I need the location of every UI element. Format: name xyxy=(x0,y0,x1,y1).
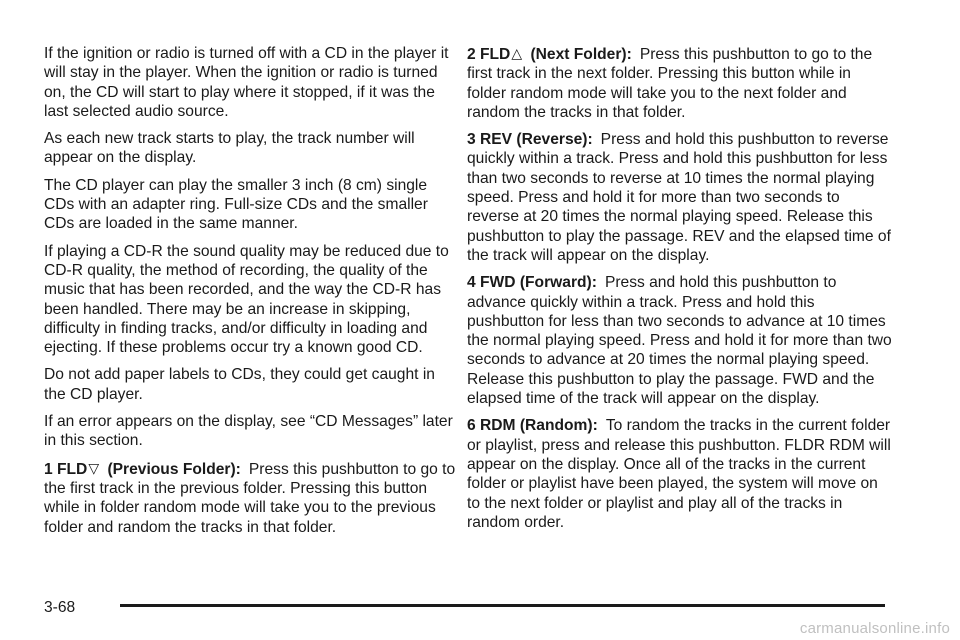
triangle-up-icon: △ xyxy=(511,45,523,61)
entry-reverse xyxy=(467,130,892,265)
term-next-folder xyxy=(467,46,632,63)
term-reverse: 3 REV (Reverse): xyxy=(467,131,593,149)
entry-text: To random the tracks in the current folder or playlist, press and release this pushbutton. FLDR RDM will appear on the display. Once all of the tracks in the current folder or playlist have been played, the system will move on to the next folder or playlist and play all of the tracks in random order. xyxy=(467,417,891,531)
term-prefix: 1 FLD xyxy=(44,460,88,478)
entry-random xyxy=(467,416,892,532)
term-suffix: (Previous Folder): xyxy=(103,460,241,478)
paragraph-ignition: If the ignition or radio is turned off with a CD in the player it will stay in the player. When the ignition or radio is turned on, the CD will start to play where it stopped, if it was the last selected audio source. xyxy=(44,45,449,120)
entry-text: Press this pushbutton to go to the first track in the next folder. Pressing this button while in folder random mode will take you to the next folder and random the tracks in that folder. xyxy=(467,46,873,121)
term-previous-folder xyxy=(44,461,241,478)
left-column xyxy=(44,44,458,545)
term-forward: 4 FWD (Forward): xyxy=(467,274,597,292)
paragraph-small-cds: The CD player can play the smaller 3 inch (8 cm) single CDs with an adapter ring. Full-size CDs and the smaller CDs are loaded in the same manner. xyxy=(44,176,428,233)
watermark: carmanualsonline.info xyxy=(799,620,950,637)
paragraph-error: If an error appears on the display, see “CD Messages” later in this section. xyxy=(44,413,453,450)
paragraph-paper-labels: Do not add paper labels to CDs, they could get caught in the CD player. xyxy=(44,366,435,403)
term-suffix: (Next Folder): xyxy=(526,46,632,63)
right-column xyxy=(467,44,892,540)
page-number: 3-68 xyxy=(44,599,76,616)
triangle-down-icon: ▽ xyxy=(88,459,100,476)
entry-forward xyxy=(467,273,892,408)
footer-rule xyxy=(120,604,885,607)
paragraph-track-number: As each new track starts to play, the track number will appear on the display. xyxy=(44,130,415,167)
term-random: 6 RDM (Random): xyxy=(467,417,598,435)
entry-next-folder xyxy=(467,44,892,122)
term-prefix: 2 FLD xyxy=(467,46,511,63)
entry-text: Press and hold this pushbutton to reverse quickly within a track. Press and hold this pushbutton for less than two seconds to reverse at 10 times the normal playing speed. Press and hold it for more than two seconds to reverse at 20 times the normal playing speed. Release this pushbutton to play the passage. REV and the elapsed time of the track will appear on the display. xyxy=(467,131,891,264)
paragraph-cd-r: If playing a CD-R the sound quality may be reduced due to CD-R quality, the method of recording, the quality of the music that has been recorded, and the way the CD-R has been handled. There may be an increase in skipping, difficulty in finding tracks, and/or difficulty in loading and ejecting. If these problems occur try a known good CD. xyxy=(44,242,449,357)
entry-text: Press this pushbutton to go to the first track in the previous folder. Pressing this button while in folder random mode will take you to the previous folder and random the tracks in that folder. xyxy=(44,460,456,536)
entry-text: Press and hold this pushbutton to advance quickly within a track. Press and hold this pushbutton for less than two seconds to advance at 10 times the normal playing speed. Press and hold it for more than two seconds to advance at 20 times the normal playing speed. Release this pushbutton to play the passage. FWD and the elapsed time of the track will appear on the display. xyxy=(467,274,892,408)
entry-previous-folder xyxy=(44,459,458,537)
